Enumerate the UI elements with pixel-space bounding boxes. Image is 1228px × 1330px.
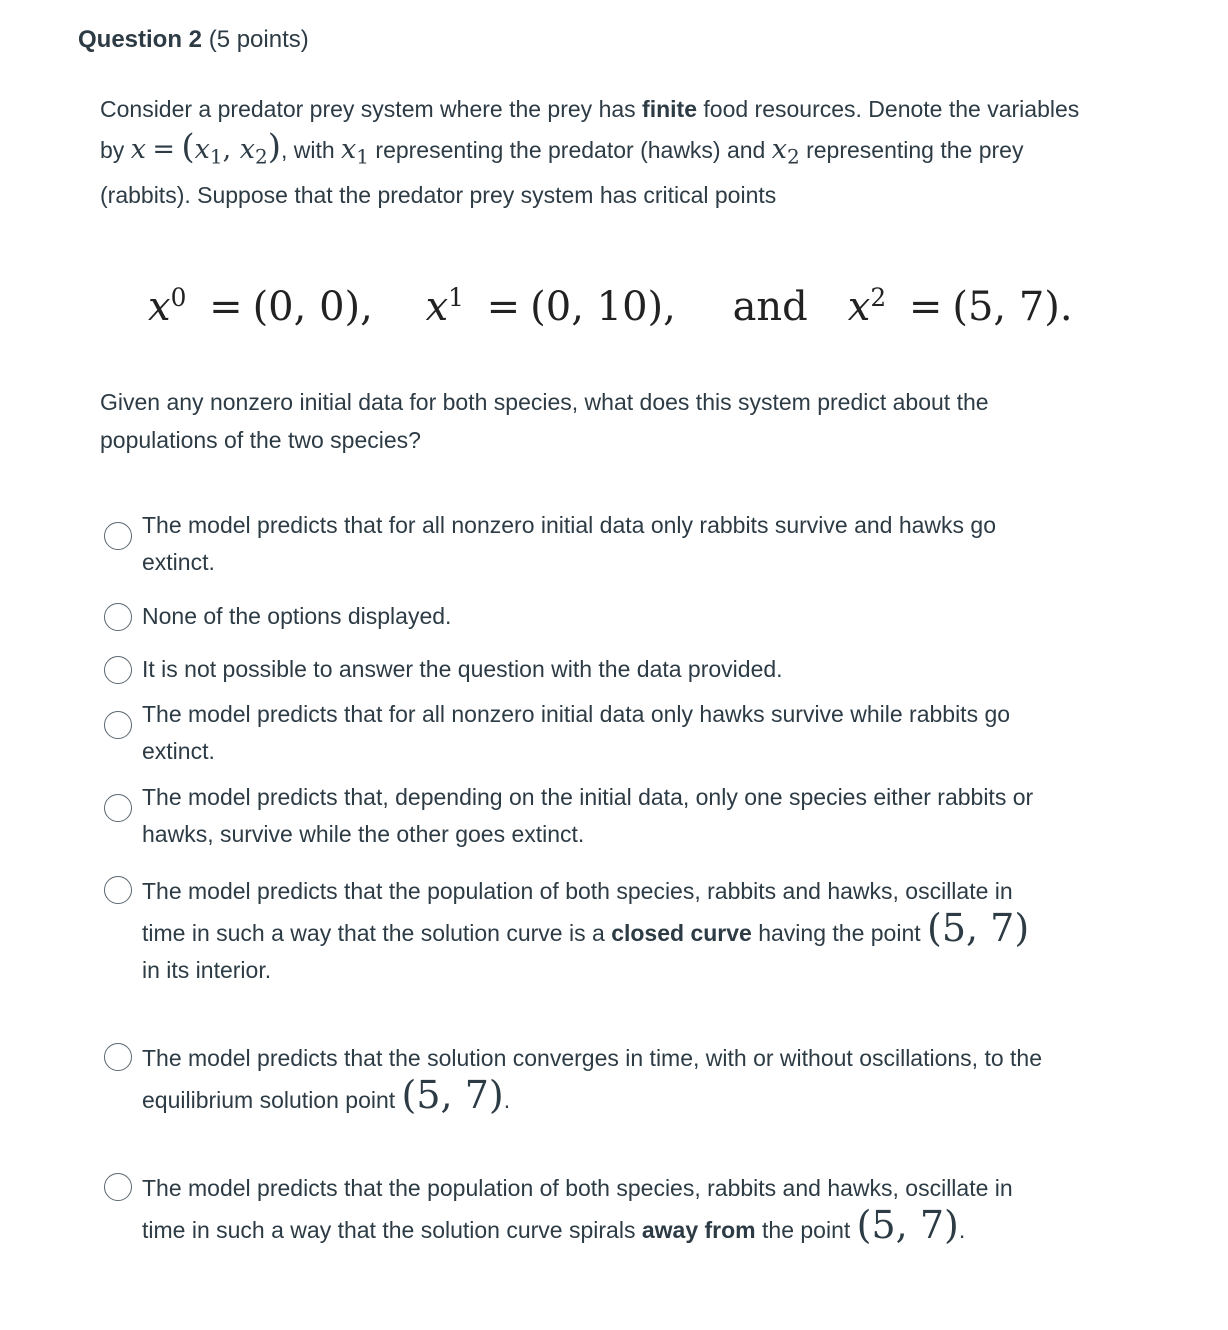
radio-button[interactable]: [104, 1043, 132, 1071]
answer-option-1[interactable]: [104, 507, 1084, 581]
answer-option-2[interactable]: [104, 598, 1084, 635]
cp-eq2: =: [908, 283, 943, 330]
option-label: The model predicts that the population of both species, rabbits and hawks, oscillate in time in such a way that the solution curve spirals away from the point (5, 7).: [142, 1175, 1013, 1247]
cp-eq1: =: [486, 283, 521, 330]
answer-option-5[interactable]: [104, 779, 1084, 853]
prompt-text-2: food resources. Denote the variables by: [100, 96, 1080, 163]
prompt-text-4: representing the predator (hawks) and: [369, 137, 772, 163]
option-label: The model predicts that for all nonzero initial data only hawks survive while rabbits go extinct.: [142, 701, 1011, 764]
option-label: The model predicts that the population of both species, rabbits and hawks, oscillate in time in such a way that the solution curve is a closed curve having the point (5, 7) in its interior.: [142, 878, 1030, 983]
prompt-text-5: representing the prey (rabbits). Suppose that the predator prey system has critical points: [100, 137, 1024, 208]
answer-option-4[interactable]: [104, 696, 1084, 770]
math-x: x: [130, 134, 146, 165]
cp-x0: x: [148, 283, 171, 330]
critical-points-display: [148, 283, 1073, 330]
cp-val1: (0, 10),: [530, 283, 676, 330]
radio-button[interactable]: [104, 876, 132, 904]
option-label: The model predicts that the solution converges in time, with or without oscillations, to the equilibrium solution point (5, 7).: [142, 1045, 1043, 1117]
cp-eq0: =: [209, 283, 243, 330]
question-title: Question 2: [78, 26, 203, 53]
math-x2: $x_2$: [771, 134, 800, 169]
question-ask: Given any nonzero initial data for both species, what does this system predict about the populations of the two species?: [100, 389, 989, 453]
cp-sup2: 2: [870, 283, 887, 312]
radio-button[interactable]: [104, 522, 132, 550]
answer-option-7[interactable]: [104, 1040, 1084, 1119]
question-header: [78, 26, 309, 54]
radio-button[interactable]: [104, 603, 132, 631]
cp-sup1: 1: [448, 283, 464, 312]
cp-val2: (5, 7).: [952, 283, 1073, 330]
prompt-bold-finite: finite: [642, 96, 697, 122]
answer-option-6[interactable]: [104, 873, 1084, 989]
math-vector: ($x_1$, $x_2$): [181, 127, 281, 169]
cp-val0: (0, 0),: [252, 283, 373, 330]
option-label: The model predicts that, depending on the initial data, only one species either rabbits or hawks, survive while the other goes extinct.: [142, 784, 1034, 847]
answer-option-8[interactable]: [104, 1170, 1084, 1249]
cp-and: and: [732, 283, 808, 330]
radio-button[interactable]: [104, 794, 132, 822]
math-eq: =: [152, 134, 175, 165]
radio-button[interactable]: [104, 1173, 132, 1201]
question-points: (5 points): [208, 26, 309, 53]
option-label: It is not possible to answer the question with the data provided.: [142, 656, 783, 682]
cp-x2: x: [847, 283, 871, 330]
cp-sup0: 0: [170, 283, 187, 312]
math-x1: $x_1$: [341, 134, 370, 169]
option-label: None of the options displayed.: [142, 603, 452, 629]
cp-x1: x: [425, 283, 449, 330]
radio-button[interactable]: [104, 711, 132, 739]
question-prompt: [100, 90, 1100, 214]
radio-button[interactable]: [104, 656, 132, 684]
prompt-text-3: , with: [280, 137, 342, 163]
prompt-text-1: Consider a predator prey system where the prey has: [100, 96, 643, 122]
option-label: The model predicts that for all nonzero initial data only rabbits survive and hawks go extinct.: [142, 512, 997, 575]
answer-option-3[interactable]: [104, 651, 1084, 688]
